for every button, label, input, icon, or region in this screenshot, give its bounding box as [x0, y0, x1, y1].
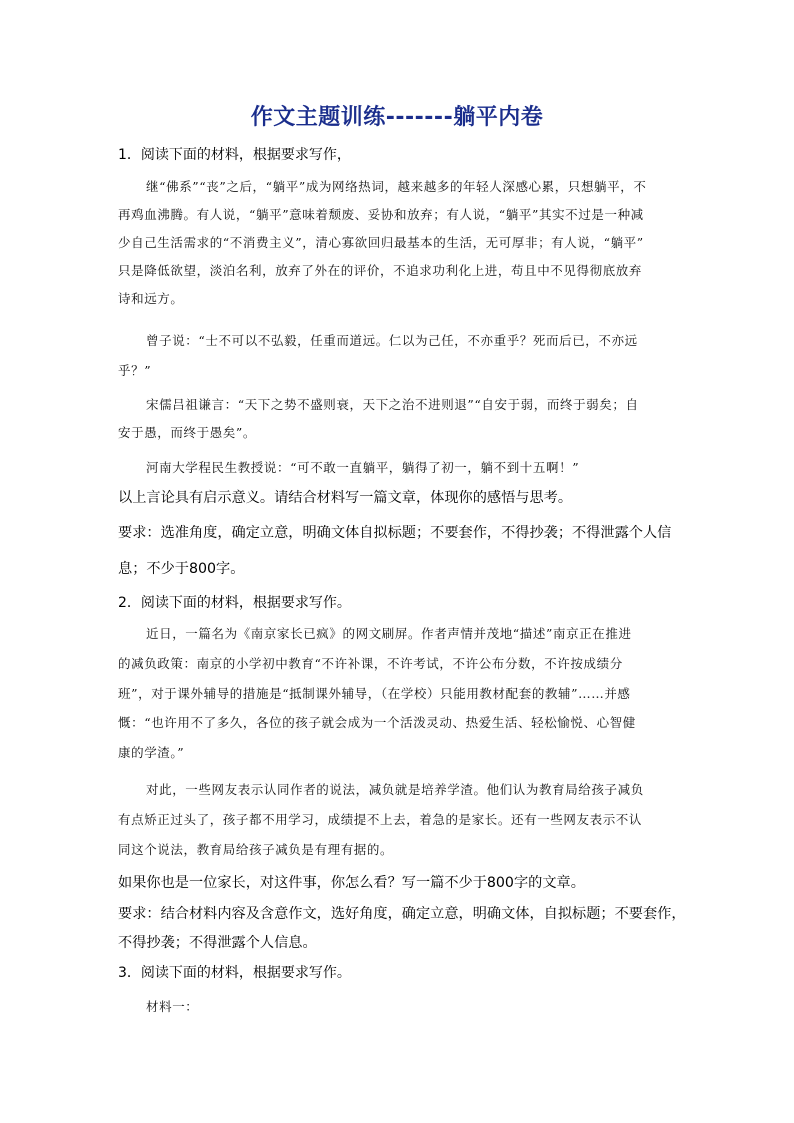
q1-requirement: 息；不少于800字。	[118, 561, 245, 577]
q2-material-line: 近日，一篇名为《南京家长已疯》的网文刷屏。作者声情并茂地“描述”南京正在推进	[146, 626, 632, 641]
q2-material-line: 的减负政策：南京的小学初中教育“不许补课，不许考试，不许公布分数，不许按成绩分	[118, 656, 623, 671]
q2-requirement: 要求：结合材料内容及含意作文，选好角度，确定立意，明确文体，自拟标题；不要套作，	[118, 906, 686, 922]
q1-quote-cheng: 河南大学程民生教授说：“可不敢一直躺平，躺得了初一，躺不到十五啊！”	[146, 460, 580, 475]
q1-material-line: 再鸡血沸腾。有人说，“躺平”意味着颓废、妥协和放弃；有人说，“躺平”其实不过是一种减	[118, 207, 644, 222]
q1-quote-zengzi: 乎？”	[118, 363, 152, 378]
q2-task: 如果你也是一位家长，对这件事，你怎么看？写一篇不少于800字的文章。	[118, 875, 585, 891]
q2-material-line: 对此，一些网友表示认同作者的说法，减负就是培养学渣。他们认为教育局给孩子减负	[146, 782, 644, 797]
q2-material-line: 康的学渣。”	[118, 745, 185, 760]
document-title: 作文主题训练-------躺平内卷	[250, 105, 544, 130]
q1-material-line: 只是降低欲望，淡泊名利，放弃了外在的评价，不追求功利化上进，苟且中不见得彻底放弃	[118, 263, 643, 278]
q2-material-line: 班”，对于课外辅导的措施是“抵制课外辅导，（在学校）只能用教材配套的教辅”……并感	[118, 686, 631, 701]
q1-quote-zengzi: 曾子说：“士不可以不弘毅，任重而道远。仁以为己任，不亦重乎？死而后已，不亦远	[146, 333, 638, 348]
q2-material-line: 有点矫正过头了，孩子都不用学习，成绩提不上去，着急的是家长。还有一些网友表示不认	[118, 812, 643, 827]
q1-task: 以上言论具有启示意义。请结合材料写一篇文章，体现你的感悟与思考。	[118, 490, 573, 506]
q2-material-line: 同这个说法，教育局给孩子减负是有理有据的。	[118, 842, 394, 857]
question-1-heading: 1．阅读下面的材料，根据要求写作，	[118, 147, 351, 163]
q1-quote-lv: 安于愚，而终于愚矣”。	[118, 425, 256, 440]
q1-quote-lv: 宋儒吕祖谦言：“天下之势不盛则衰，天下之治不进则退”“自安于弱，而终于弱矣；自	[146, 397, 639, 412]
q1-material-line: 继“佛系”“丧”之后，“躺平”成为网络热词，越来越多的年轻人深感心累，只想躺平，不	[146, 179, 647, 194]
q3-material-label: 材料一：	[146, 999, 199, 1014]
question-2-heading: 2．阅读下面的材料，根据要求写作。	[118, 595, 351, 611]
q1-material-line: 少自己生活需求的“不消费主义”，清心寡欲回归最基本的生活，无可厚非；有人说，“躺平”	[118, 235, 644, 250]
q1-requirement: 要求：选准角度，确定立意，明确文体自拟标题；不要套作，不得抄袭；不得泄露个人信	[118, 525, 672, 541]
q2-requirement: 不得抄袭；不得泄露个人信息。	[118, 935, 317, 951]
q2-material-line: 慨：“也许用不了多久，各位的孩子就会成为一个活泼灵动、热爱生活、轻松愉悦、心智健	[118, 715, 636, 730]
q1-material-line: 诗和远方。	[118, 291, 184, 306]
question-3-heading: 3．阅读下面的材料，根据要求写作。	[118, 965, 351, 981]
